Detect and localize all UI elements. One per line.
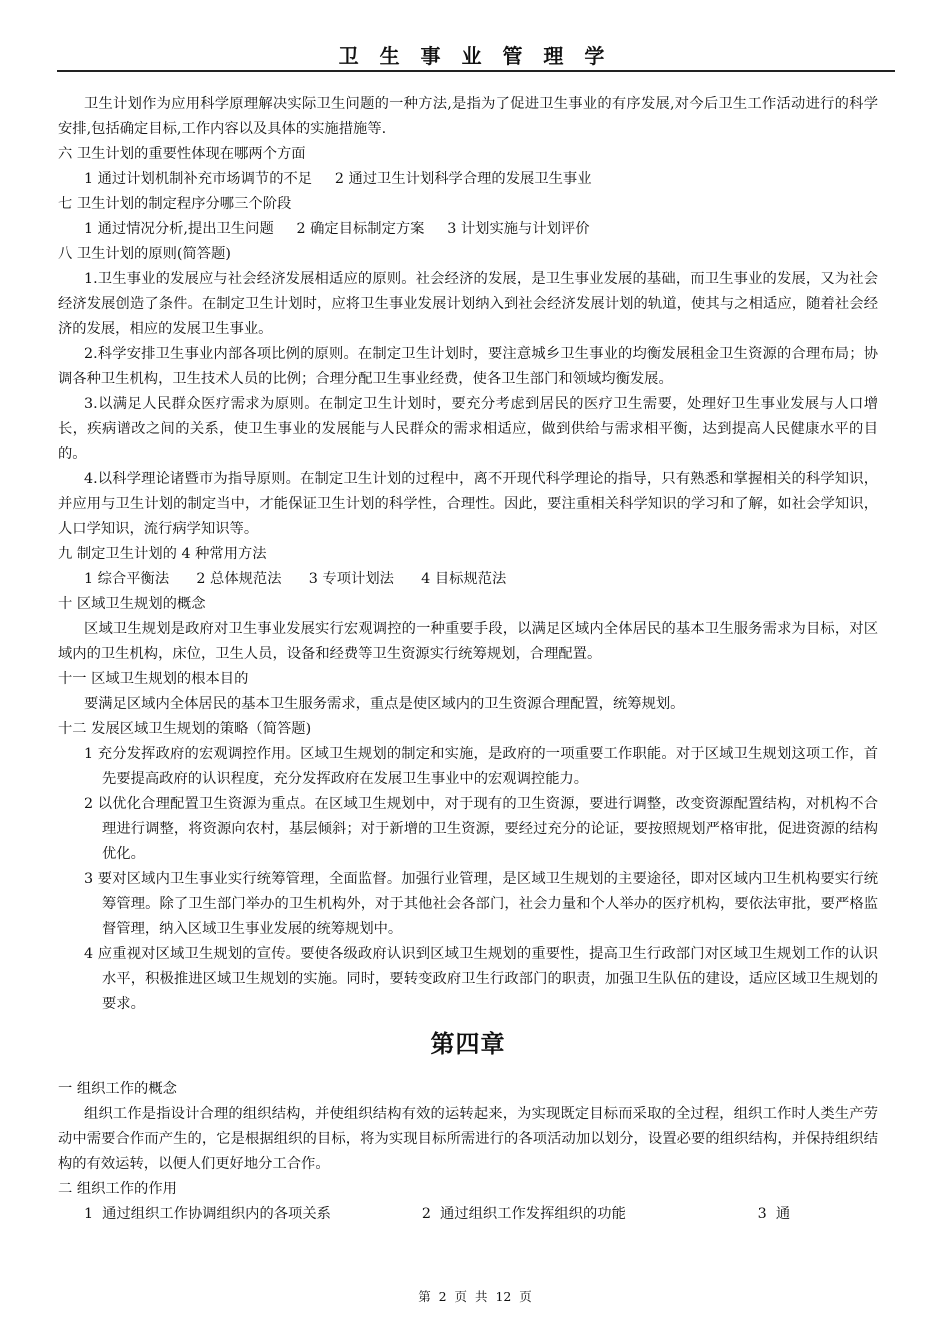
principle-item: 2.科学安排卫生事业内部各项比例的原则。在制定卫生计划时，要注意城乡卫生事业的均衡发展租金卫生资源的合理布局；协调各种卫生机构，卫生技术人员的比例；合理分配卫生事业经费，使各卫生部门和领域均衡发展。 xyxy=(58,346,878,387)
strategy-item: 2 以优化合理配置卫生资源为重点。在区域卫生规划中，对于现有的卫生资源，要进行调整，改变资源配置结构，对机构不合理进行调整，将资源向农村，基层倾斜；对于新增的卫生资源，要经过充分的论证，要按照规划严格审批，促进资源的结构优化。 xyxy=(84,796,878,862)
principle-item: 1.卫生事业的发展应与社会经济发展相适应的原则。社会经济的发展，是卫生事业发展的基础，而卫生事业的发展，又为社会经济发展创造了条件。在制定卫生计划时，应将卫生事业发展计划纳入到社会经济发展计划的轨道，使其与之相适应，随着社会经济的发展，相应的发展卫生事业。 xyxy=(58,271,878,337)
section-7-points: 1 通过情况分析,提出卫生问题 2 确定目标制定方案 3 计划实施与计划评价 xyxy=(84,221,590,237)
strategy-item: 1 充分发挥政府的宏观调控作用。区域卫生规划的制定和实施，是政府的一项重要工作职能。对于区域卫生规划这项工作，首先要提高政府的认识程度，充分发挥政府在发展卫生事业中的宏观调控能力。 xyxy=(84,746,878,787)
paragraph-intro: 卫生计划作为应用科学原理解决实际卫生问题的一种方法,是指为了促进卫生事业的有序发展,对今后卫生工作活动进行的科学安排,包括确定目标,工作内容以及具体的实施措施等. xyxy=(58,96,878,137)
page-footer-number: 第 2 页 共 12 页 xyxy=(418,1289,532,1304)
page-header-title: 卫 生 事 业 管 理 学 xyxy=(338,44,612,68)
principle-item: 4.以科学理论诸暨市为指导原则。在制定卫生计划的过程中，离不开现代科学理论的指导，只有熟悉和掌握相关的科学知识，并应用与卫生计划的制定当中，才能保证卫生计划的科学性，合理性。因此，要注重相关科学知识的学习和了解，如社会学知识，人口学知识，流行病学知识等。 xyxy=(58,471,878,537)
chapter-section-heading-1: 一 组织工作的概念 xyxy=(58,1081,177,1097)
organizing-roles-line: 1 通过组织工作协调组织内的各项关系 2 通过组织工作发挥组织的功能 3 通 xyxy=(84,1206,791,1222)
chapter-title: 第四章 xyxy=(430,1030,506,1058)
header-divider xyxy=(57,70,895,72)
section-heading-7: 七 卫生计划的制定程序分哪三个阶段 xyxy=(58,196,292,212)
chapter-section-heading-2: 二 组织工作的作用 xyxy=(58,1181,177,1197)
section-heading-12: 十二 发展区域卫生规划的策略（简答题) xyxy=(58,721,312,737)
strategy-item: 4 应重视对区域卫生规划的宣传。要使各级政府认识到区域卫生规划的重要性，提高卫生行政部门对区域卫生规划工作的认识水平，积极推进区域卫生规划的实施。同时，要转变政府卫生行政部门的职责，加强卫生队伍的建设，适应区域卫生规划的要求。 xyxy=(84,946,878,1012)
section-heading-9: 九 制定卫生计划的 4 种常用方法 xyxy=(58,546,267,562)
paragraph-regional-planning-concept: 区域卫生规划是政府对卫生事业发展实行宏观调控的一种重要手段，以满足区域内全体居民的基本卫生服务需求为目标，对区域内的卫生机构，床位，卫生人员，设备和经费等卫生资源实行统筹规划，合理配置。 xyxy=(58,621,878,662)
section-6-points: 1 通过计划机制补充市场调节的不足 2 通过卫生计划科学合理的发展卫生事业 xyxy=(84,171,592,187)
paragraph-regional-planning-purpose: 要满足区域内全体居民的基本卫生服务需求，重点是使区域内的卫生资源合理配置，统筹规划。 xyxy=(84,696,685,712)
document-body xyxy=(58,92,878,1227)
section-heading-6: 六 卫生计划的重要性体现在哪两个方面 xyxy=(58,146,306,162)
section-9-methods: 1 综合平衡法 2 总体规范法 3 专项计划法 4 目标规范法 xyxy=(84,571,507,587)
paragraph-organizing-concept: 组织工作是指设计合理的组织结构，并使组织结构有效的运转起来，为实现既定目标而采取的全过程，组织工作时人类生产劳动中需要合作而产生的，它是根据组织的目标，将为实现目标所需进行的各项活动加以划分，设置必要的组织结构，并保持组织结构的有效运转，以便人们更好地分工合作。 xyxy=(58,1106,878,1172)
section-heading-11: 十一 区域卫生规划的根本目的 xyxy=(58,671,249,687)
principle-item: 3.以满足人民群众医疗需求为原则。在制定卫生计划时，要充分考虑到居民的医疗卫生需要，处理好卫生事业发展与人口增长，疾病谱改之间的关系，使卫生事业的发展能与人民群众的需求相适应，做到供给与需求相平衡，达到提高人民健康水平的目的。 xyxy=(58,396,878,462)
section-heading-10: 十 区域卫生规划的概念 xyxy=(58,596,206,612)
section-heading-8: 八 卫生计划的原则(简答题) xyxy=(58,246,231,262)
strategy-item: 3 要对区域内卫生事业实行统筹管理，全面监督。加强行业管理，是区域卫生规划的主要途径，即对区域内卫生机构要实行统筹管理。除了卫生部门举办的卫生机构外，对于其他社会各部门，社会力量和个人举办的医疗机构，要依法审批，要严格监督管理，纳入区域卫生事业发展的统筹规划中。 xyxy=(84,871,878,937)
